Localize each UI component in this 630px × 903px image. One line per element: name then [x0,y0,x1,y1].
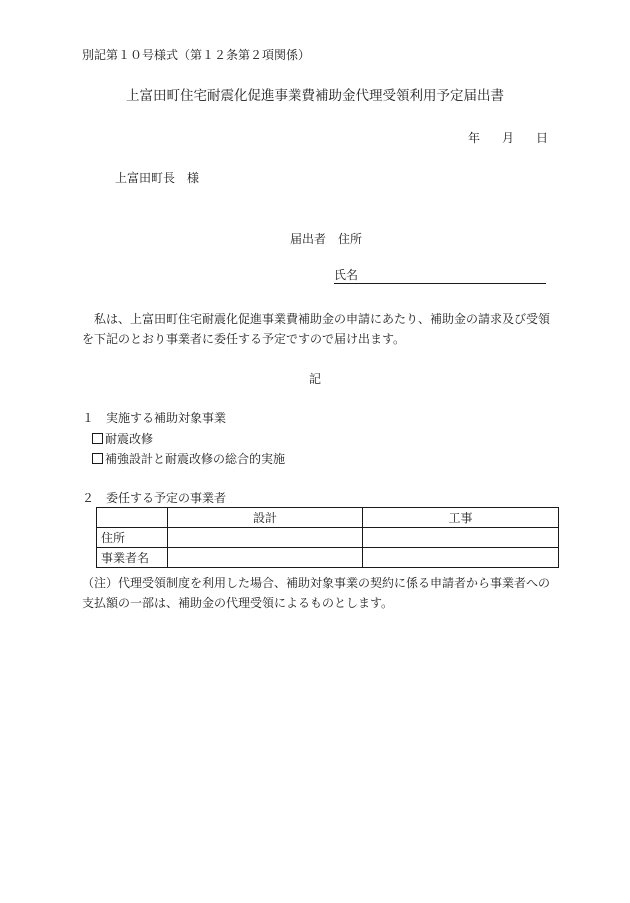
table-row [97,548,559,568]
date-line [468,131,548,145]
checkbox-icon[interactable] [92,453,103,464]
ki-heading: 記 [308,372,321,386]
cell-construction-address[interactable] [363,528,559,548]
body-text: 私は、上富田町住宅耐震化促進事業費補助金の申請にあたり、補助金の請求及び受領を下記のとおり事業者に委任する予定ですので届け出ます。 [82,312,551,346]
row-label-business-name: 事業者名 [97,548,168,568]
date-month-label: 月 [502,131,515,145]
addressee: 上富田町長 様 [115,171,200,185]
option-combined-design-retrofit[interactable] [92,452,285,466]
table-header-design: 設計 [168,508,363,528]
cell-design-address[interactable] [168,528,363,548]
cell-design-business-name[interactable] [168,548,363,568]
section1-title: １ 実施する補助対象事業 [82,411,227,425]
row-label-address: 住所 [97,528,168,548]
table-header-row [97,508,559,528]
table-header-construction: 工事 [363,508,559,528]
option-label: 耐震改修 [105,432,154,446]
table-row [97,528,559,548]
checkbox-icon[interactable] [92,433,103,444]
table-header-blank [97,508,168,528]
date-year-label: 年 [468,131,481,145]
form-number: 別記第１０号様式（第１２条第２項関係） [82,48,311,62]
option-seismic-retrofit[interactable] [92,432,153,446]
section2-title: ２ 委任する予定の事業者 [82,491,227,505]
footnote: （注）代理受領制度を利用した場合、補助対象事業の契約に係る申請者から事業者への支払額の一部は、補助金の代理受領によるものとします。 [82,576,551,610]
document-title: 上富田町住宅耐震化促進事業費補助金代理受領利用予定届出書 [126,88,504,104]
applicant-name-label: 氏名 [334,268,359,282]
contractor-table [96,507,559,568]
applicant-name-field [334,268,546,284]
cell-construction-business-name[interactable] [363,548,559,568]
date-day-label: 日 [536,131,549,145]
option-label: 補強設計と耐震改修の総合的実施 [105,452,286,466]
applicant-address-label: 届出者 住所 [290,232,363,246]
